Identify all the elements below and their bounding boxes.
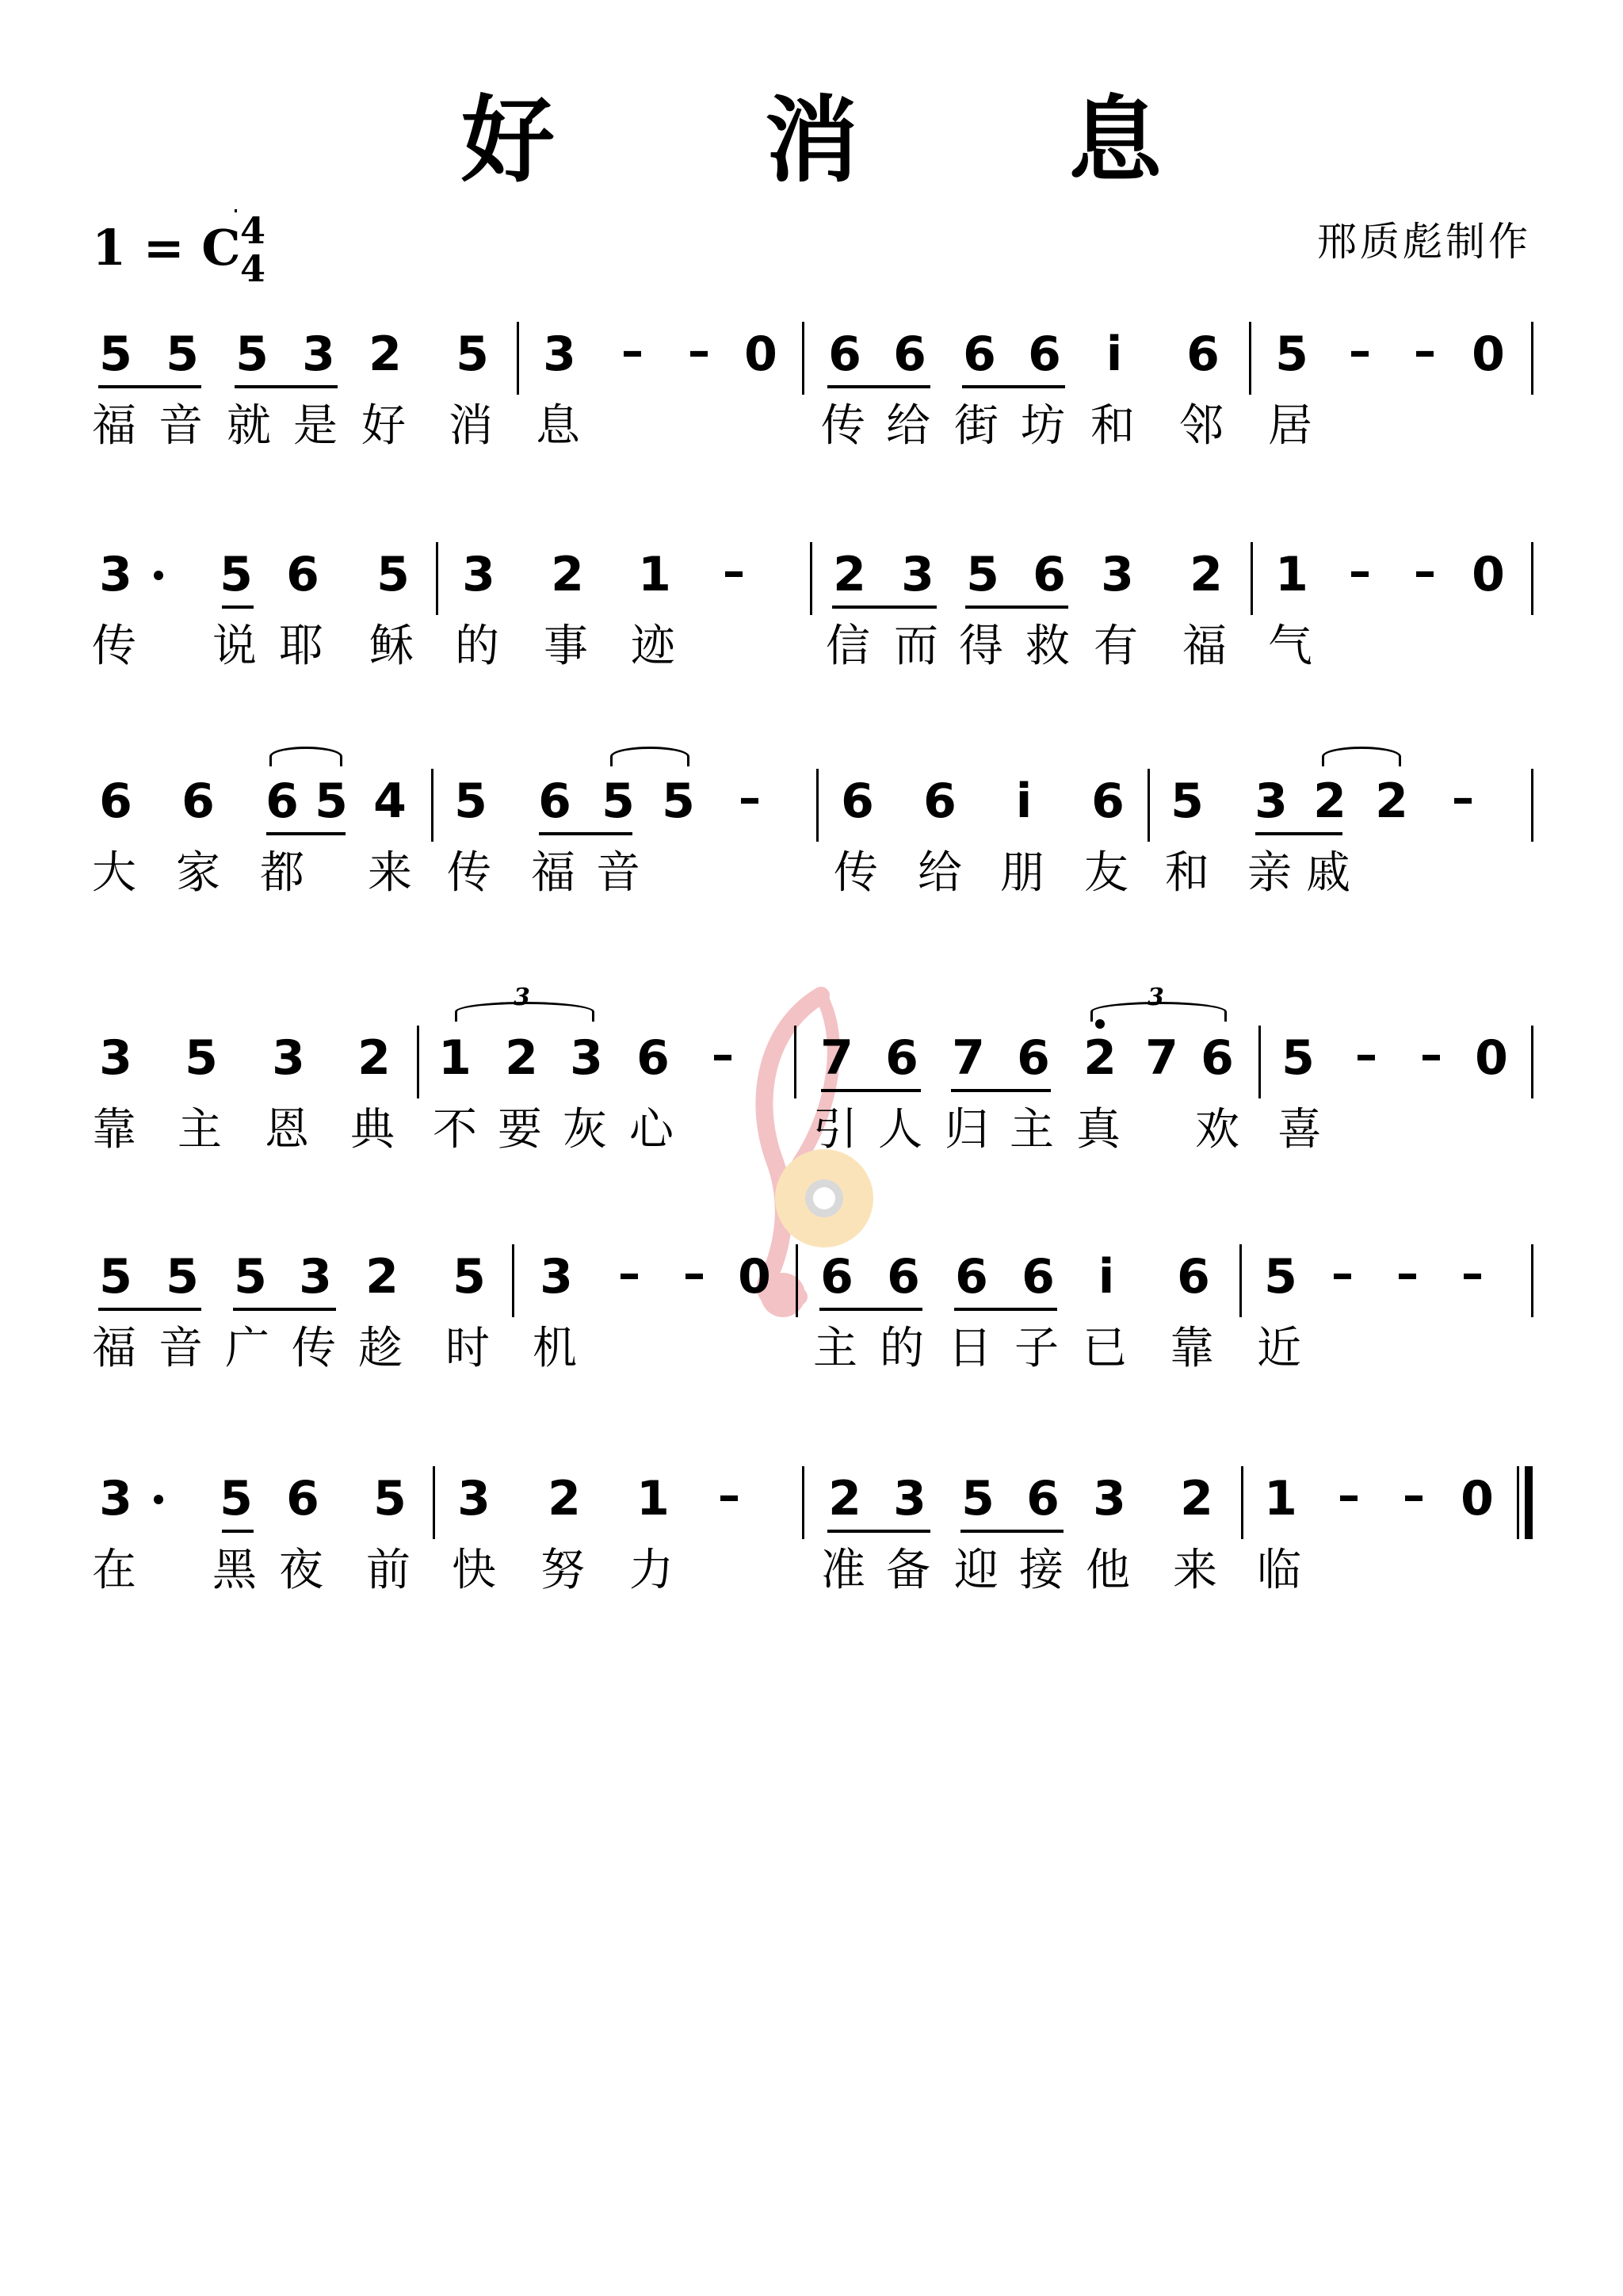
note: 0 (738, 1249, 771, 1305)
barline (431, 769, 433, 842)
lyric: 居 (1268, 400, 1312, 452)
note: 6 (893, 327, 926, 382)
hold-dash: – (1461, 1248, 1484, 1300)
lyric: 不 (433, 1104, 477, 1156)
lyric: 在 (92, 1545, 136, 1596)
hold-dash: – (1403, 1470, 1425, 1522)
lyric: 音 (158, 400, 203, 452)
note: 2 (505, 1030, 538, 1086)
barline (433, 1466, 435, 1539)
lyric-row-6 (0, 1545, 1623, 1704)
note: 3 (1093, 1471, 1126, 1526)
hold-dash: – (1452, 773, 1474, 824)
note: 3 (299, 1249, 332, 1305)
note: 6 (923, 774, 957, 829)
hold-dash: – (1349, 546, 1371, 598)
lyric: 邻 (1179, 400, 1224, 452)
hold-dash: – (718, 1470, 740, 1522)
note: 3 (457, 1471, 491, 1526)
lyric: 得 (959, 621, 1003, 672)
lyric: 临 (1257, 1545, 1301, 1596)
note: 3 (462, 547, 495, 602)
hold-dash: – (723, 546, 745, 598)
lyric: 主 (813, 1323, 857, 1374)
barline (796, 1244, 798, 1317)
note: 5 (662, 774, 695, 829)
note: 5 (99, 327, 132, 382)
note: 5 (166, 327, 199, 382)
note: 1 (1275, 547, 1308, 602)
barline (417, 1026, 419, 1098)
barline (436, 542, 438, 615)
lyric: 夜 (279, 1545, 323, 1596)
beam-underline (235, 385, 338, 388)
note: 2 (365, 1249, 399, 1305)
slur (269, 747, 342, 766)
slur (1322, 747, 1401, 766)
note: 5 (235, 327, 269, 382)
note: 7 (820, 1030, 854, 1086)
note: 5 (220, 547, 253, 602)
note: 1 (1264, 1471, 1297, 1526)
barline (1251, 542, 1253, 615)
note: 3 (540, 1249, 573, 1305)
lyric: 福 (1182, 621, 1227, 672)
lyric: 已 (1083, 1323, 1127, 1374)
beam-underline (222, 606, 254, 609)
triplet-mark: 3 (514, 984, 530, 1011)
hold-dash: – (1414, 546, 1436, 598)
lyric: 趁 (358, 1323, 403, 1374)
barline (794, 1026, 796, 1098)
final-barline-thick (1525, 1466, 1533, 1539)
hold-dash: – (1355, 1030, 1377, 1081)
song-title: 好 消 息 (460, 85, 1251, 195)
note: 0 (1472, 547, 1505, 602)
barline (1241, 1466, 1243, 1539)
lyric: 有 (1094, 621, 1138, 672)
note: 3 (901, 547, 934, 602)
note: 3 (570, 1030, 603, 1086)
note: 7 (952, 1030, 985, 1086)
note: 6 (286, 1471, 319, 1526)
note: i (1106, 327, 1123, 382)
note: 0 (1472, 327, 1505, 382)
note: 5 (961, 1471, 995, 1526)
barline (1531, 1026, 1533, 1098)
note: i (1015, 774, 1033, 829)
lyric: 亲 (1247, 847, 1292, 899)
lyric: 朋 (1000, 847, 1044, 899)
lyric: 备 (886, 1545, 930, 1596)
beam-underline (965, 606, 1068, 609)
note: 6 (820, 1249, 854, 1305)
note: 2 (1375, 774, 1408, 829)
note: 5 (1170, 774, 1204, 829)
note: 2 (828, 1471, 861, 1526)
barline (1148, 769, 1150, 842)
barline (1531, 769, 1533, 842)
lyric-row-4 (0, 1105, 1623, 1263)
lyric: 是 (293, 400, 338, 452)
time-signature-bottom: 4 (239, 247, 265, 290)
note: 6 (1091, 774, 1125, 829)
hold-dash: – (1331, 1248, 1354, 1300)
lyric: 日 (948, 1323, 992, 1374)
hold-dash: – (1420, 1030, 1442, 1081)
lyric: 来 (1173, 1545, 1217, 1596)
final-barline-thin (1517, 1466, 1519, 1539)
lyric: 传 (292, 1323, 336, 1374)
note: 6 (636, 1030, 670, 1086)
beam-underline (819, 1308, 922, 1311)
lyric: 家 (176, 847, 220, 899)
note: 6 (99, 774, 132, 829)
note: 5 (454, 774, 487, 829)
beam-underline (951, 1089, 1051, 1092)
note: 0 (1475, 1030, 1508, 1086)
barline (816, 769, 819, 842)
beam-underline (827, 1530, 930, 1533)
note: 6 (181, 774, 215, 829)
note: 3 (893, 1471, 926, 1526)
beam-underline (832, 606, 937, 609)
note: 3 (302, 327, 335, 382)
lyric: 广 (225, 1323, 269, 1374)
note: 6 (538, 774, 571, 829)
note: 5 (1264, 1249, 1297, 1305)
hold-dash: – (683, 1248, 705, 1300)
augmentation-dot (154, 1495, 163, 1504)
lyric: 传 (821, 400, 865, 452)
lyric: 气 (1268, 621, 1312, 672)
lyric: 的 (880, 1323, 924, 1374)
lyric: 准 (821, 1545, 865, 1596)
time-signature-top: 4 (239, 209, 265, 252)
barline (810, 542, 812, 615)
note: 6 (885, 1030, 918, 1086)
lyric: 真 (1076, 1104, 1121, 1156)
note: 5 (99, 1249, 132, 1305)
note: 3 (99, 1471, 132, 1526)
note: 3 (543, 327, 576, 382)
lyric: 信 (826, 621, 870, 672)
note: 3 (99, 1030, 132, 1086)
note: 2 (1180, 1471, 1213, 1526)
lyric: 快 (452, 1545, 496, 1596)
time-signature-divider (235, 209, 237, 212)
lyric: 接 (1019, 1545, 1064, 1596)
note: 5 (373, 1471, 407, 1526)
note: 5 (220, 1471, 253, 1526)
lyric: 主 (178, 1104, 222, 1156)
note: 4 (373, 774, 407, 829)
lyric: 迹 (631, 621, 675, 672)
lyric: 要 (498, 1104, 542, 1156)
note: 3 (99, 547, 132, 602)
lyric: 和 (1165, 847, 1209, 899)
lyric: 息 (536, 400, 580, 452)
lyric: 归 (945, 1104, 989, 1156)
beam-underline (539, 832, 632, 835)
note: 6 (1017, 1030, 1050, 1086)
note: 5 (601, 774, 635, 829)
note: 6 (1177, 1249, 1210, 1305)
lyric: 好 (361, 400, 406, 452)
hold-dash: – (621, 326, 643, 377)
note: 5 (1275, 327, 1308, 382)
lyric: 和 (1090, 400, 1135, 452)
note: 5 (315, 774, 348, 829)
lyric: 欢 (1195, 1104, 1239, 1156)
note: 2 (551, 547, 584, 602)
note: 6 (963, 327, 996, 382)
note: 3 (272, 1030, 305, 1086)
lyric-row-5 (0, 1324, 1623, 1482)
lyric: 喜 (1277, 1104, 1322, 1156)
barline (802, 1466, 804, 1539)
lyric: 传 (92, 621, 136, 672)
lyric: 子 (1014, 1323, 1059, 1374)
lyric: 黑 (212, 1545, 257, 1596)
lyric: 坊 (1021, 400, 1065, 452)
lyric: 救 (1025, 621, 1070, 672)
lyric: 耶 (279, 621, 323, 672)
lyric: 靠 (1170, 1323, 1214, 1374)
author-credit: 邢质彪制作 (1317, 219, 1531, 265)
hold-dash: – (712, 1030, 734, 1081)
note: 6 (1201, 1030, 1234, 1086)
note: 3 (1101, 547, 1134, 602)
lyric: 大 (92, 847, 136, 899)
lyric: 恩 (265, 1104, 309, 1156)
barline (1239, 1244, 1242, 1317)
note: 6 (1033, 547, 1066, 602)
beam-underline (98, 385, 201, 388)
beam-underline (827, 385, 930, 388)
beam-underline (222, 1530, 254, 1533)
note: 6 (841, 774, 874, 829)
beam-underline (821, 1089, 921, 1092)
lyric: 福 (531, 847, 575, 899)
note: 1 (638, 547, 671, 602)
lyric: 戚 (1306, 847, 1350, 899)
note: 6 (887, 1249, 920, 1305)
lyric: 都 (260, 847, 304, 899)
lyric: 他 (1086, 1545, 1130, 1596)
note: 5 (185, 1030, 218, 1086)
note: 2 (1190, 547, 1223, 602)
hold-dash: – (1414, 326, 1436, 377)
note: 2 (369, 327, 402, 382)
lyric: 主 (1010, 1104, 1054, 1156)
lyric: 就 (227, 400, 271, 452)
lyric: 前 (366, 1545, 411, 1596)
barline (1249, 322, 1251, 395)
lyric: 说 (212, 621, 257, 672)
note: 3 (1254, 774, 1288, 829)
lyric: 心 (629, 1104, 674, 1156)
note: i (1098, 1249, 1115, 1305)
lyric: 近 (1257, 1323, 1301, 1374)
lyric: 给 (886, 400, 930, 452)
lyric: 福 (92, 1323, 136, 1374)
note: 0 (744, 327, 777, 382)
key-signature: 1 = C (92, 219, 241, 277)
beam-underline (960, 1530, 1064, 1533)
beam-underline (233, 1308, 336, 1311)
note: 2 (357, 1030, 391, 1086)
lyric: 典 (350, 1104, 395, 1156)
lyric: 的 (455, 621, 499, 672)
note: 5 (456, 327, 489, 382)
augmentation-dot (154, 571, 163, 580)
hold-dash: – (1338, 1470, 1360, 1522)
lyric: 力 (629, 1545, 674, 1596)
barline (1531, 542, 1533, 615)
hold-dash: – (1396, 1248, 1419, 1300)
note: 6 (1028, 327, 1061, 382)
note: 5 (966, 547, 999, 602)
note: 2 (548, 1471, 581, 1526)
lyric-row-1 (0, 401, 1623, 560)
hold-dash: – (688, 326, 710, 377)
lyric: 引 (813, 1104, 857, 1156)
note: 6 (955, 1249, 988, 1305)
beam-underline (962, 385, 1065, 388)
lyric: 给 (918, 847, 962, 899)
note: 6 (265, 774, 299, 829)
note: 1 (636, 1471, 670, 1526)
barline (1531, 1244, 1533, 1317)
note: 2 (833, 547, 866, 602)
lyric: 时 (445, 1323, 490, 1374)
lyric: 迎 (954, 1545, 999, 1596)
barline (512, 1244, 514, 1317)
lyric: 音 (596, 847, 640, 899)
lyric: 友 (1084, 847, 1128, 899)
lyric: 消 (449, 400, 493, 452)
note: 5 (453, 1249, 486, 1305)
lyric: 传 (447, 847, 491, 899)
lyric: 靠 (92, 1104, 136, 1156)
hold-dash: – (1349, 326, 1371, 377)
lyric: 努 (540, 1545, 585, 1596)
lyric: 音 (158, 1323, 203, 1374)
note: 6 (1026, 1471, 1060, 1526)
lyric: 人 (878, 1104, 922, 1156)
beam-underline (954, 1308, 1057, 1311)
lyric: 事 (544, 621, 588, 672)
lyric: 传 (834, 847, 878, 899)
lyric: 而 (894, 621, 938, 672)
beam-underline (1255, 832, 1342, 835)
time-signature (235, 209, 271, 290)
lyric: 福 (92, 400, 136, 452)
barline (1258, 1026, 1261, 1098)
barline (1531, 322, 1533, 395)
note: 5 (1281, 1030, 1315, 1086)
barline (517, 322, 519, 395)
note: 2 (1083, 1030, 1117, 1086)
note: 6 (1022, 1249, 1055, 1305)
slur (610, 747, 689, 766)
lyric: 街 (954, 400, 999, 452)
barline (802, 322, 804, 395)
beam-underline (266, 832, 346, 835)
note: 7 (1145, 1030, 1178, 1086)
note: 1 (438, 1030, 472, 1086)
note: 6 (828, 327, 861, 382)
lyric: 来 (368, 847, 412, 899)
note: 5 (376, 547, 410, 602)
lyric: 机 (533, 1323, 577, 1374)
note: 5 (234, 1249, 267, 1305)
lyric: 灰 (563, 1104, 607, 1156)
hold-dash: – (739, 773, 761, 824)
lyric: 稣 (369, 621, 414, 672)
note: 5 (166, 1249, 199, 1305)
note: 6 (286, 547, 319, 602)
hold-dash: – (618, 1248, 640, 1300)
note: 0 (1461, 1471, 1494, 1526)
note: 2 (1313, 774, 1346, 829)
triplet-mark: 3 (1148, 984, 1164, 1011)
beam-underline (98, 1308, 201, 1311)
note: 6 (1186, 327, 1220, 382)
